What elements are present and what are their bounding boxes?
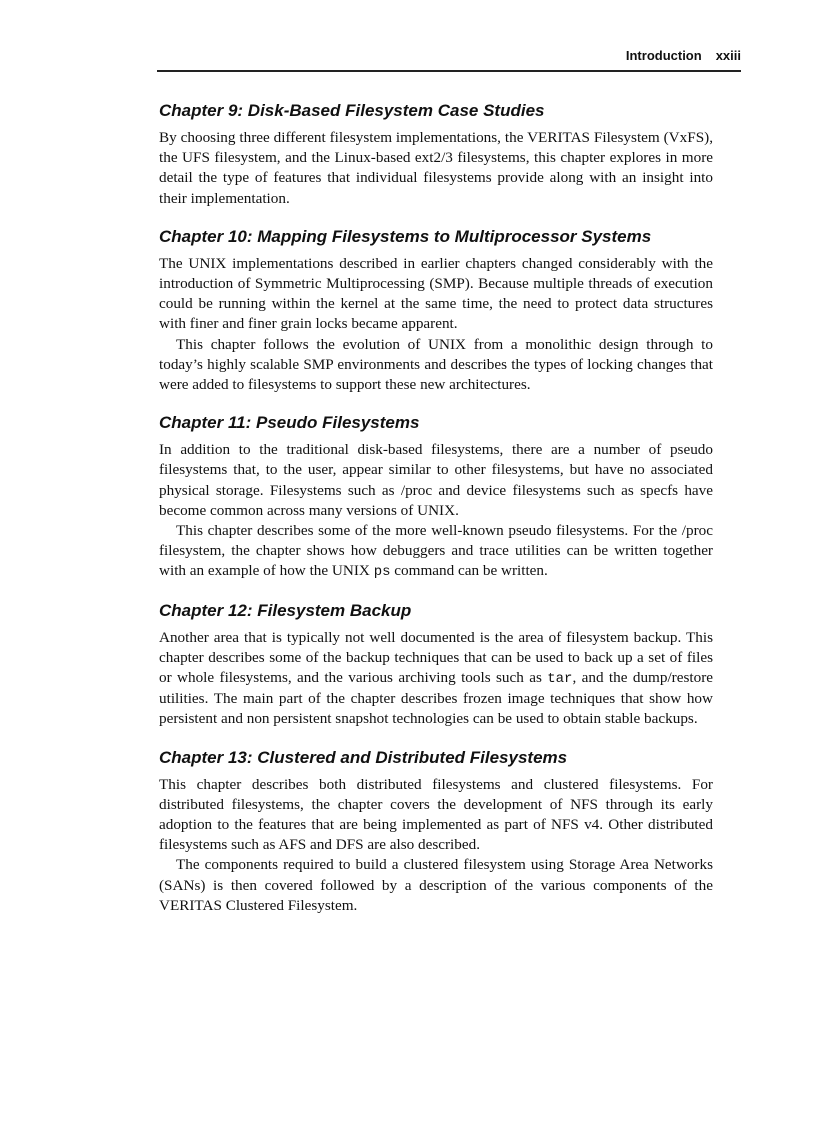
chapter-10-heading: Chapter 10: Mapping Filesystems to Multiprocessor Systems [159,226,652,246]
chapter-10-paragraph-1: The UNIX implementations described in earlier chapters changed considerably with the introduction of Symmetric Multiprocessing (SMP). Because multiple threads of execution could be running within the kernel at the same time, the need to protect data structures with finer and finer grain locks became apparent. [159,254,713,333]
chapter-9-section [159,100,713,209]
header-section-name: Introduction [625,48,702,63]
chapter-13-paragraph-1: This chapter describes both distributed filesystems and clustered filesystems. For distributed filesystems, the chapter covers the development of NFS through its early adoption to the features that are being implemented as part of NFS v4. Other distributed filesystems such as AFS and DFS are also described. [159,775,713,854]
chapter-12-paragraph-1-text-b: , and the dump/restore utilities. The main part of the chapter describes frozen image techniques that show how persistent and non persistent snapshot technologies can be used to obtain stable backups. [159,669,713,728]
header-page-number: xxiii [715,48,741,63]
chapter-11-section [159,412,713,582]
chapter-12-paragraph-1-text-a: Another area that is typically not well documented is the area of filesystem backup. This chapter describes some of the backup techniques that can be used to back up a set of files or whole filesystems, and the various archiving tools such as [159,628,713,687]
chapter-9-heading: Chapter 9: Disk-Based Filesystem Case Studies [159,101,545,120]
chapter-12-paragraph-1 [159,628,713,730]
ps-command-code: ps [373,564,391,581]
chapter-11-paragraph-2 [159,521,713,583]
chapter-9-paragraph-1: By choosing three different filesystem implementations, the VERITAS Filesystem (VxFS), the UFS filesystem, and the Linux-based ext2/3 filesystems, this chapter explores in more detail the type of features that individual filesystems provide along with an insight into their implementation. [159,129,713,207]
running-header [157,48,741,72]
chapter-12-heading: Chapter 12: Filesystem Backup [159,600,412,620]
page-body [159,100,713,933]
chapter-10-section [159,226,713,395]
chapter-12-section [159,600,713,730]
chapter-11-paragraph-1: In addition to the traditional disk-based filesystems, there are a number of pseudo filesystems that, to the user, appear similar to other filesystems, but have no associated physical storage. Filesystems such as /proc and device filesystems such as specfs have become common across many versions of UNIX. [159,441,713,519]
chapter-11-paragraph-2-text-a: This chapter describes some of the more well-known pseudo filesystems. For the /proc filesystem, the chapter shows how debuggers and trace utilities can be written together with an example of how the UNIX [159,522,713,580]
chapter-13-paragraph-2: The components required to build a clustered filesystem using Storage Area Networks (SANs) is then covered followed by a description of the various components of the VERITAS Clustered Filesystem. [159,856,713,914]
chapter-11-paragraph-2-text-b: command can be written. [390,562,548,580]
tar-command-code: tar [547,671,573,688]
chapter-13-section [159,747,713,916]
chapter-13-heading: Chapter 13: Clustered and Distributed Filesystems [159,747,568,767]
chapter-10-paragraph-2: This chapter follows the evolution of UNIX from a monolithic design through to today’s highly scalable SMP environments and describes the types of locking changes that were added to filesystems to support these new architectures. [159,335,713,394]
chapter-11-heading: Chapter 11: Pseudo Filesystems [159,413,420,433]
